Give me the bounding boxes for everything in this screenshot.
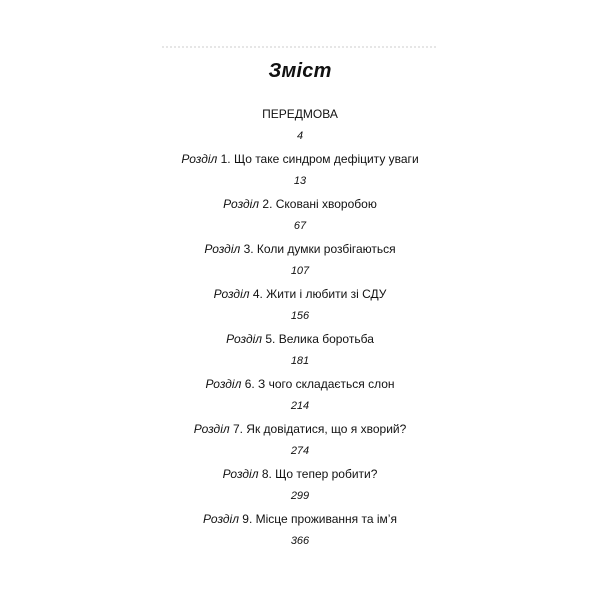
toc-entry-page-number: 181 xyxy=(290,355,310,367)
toc-entry-chapter-9 xyxy=(0,510,600,555)
entry-title: 2. Сковані хворобою xyxy=(259,197,377,211)
toc-entry-page-number: 274 xyxy=(290,445,310,457)
entry-title: 7. Як довідатися, що я хворий? xyxy=(229,422,407,436)
entry-title: ПЕРЕДМОВА xyxy=(262,107,338,121)
entry-title: 1. Що таке синдром дефіциту уваги xyxy=(217,152,419,166)
toc-entry-page-number: 299 xyxy=(290,490,310,502)
toc-entry-page-number: 4 xyxy=(296,130,304,142)
entry-title: 6. З чого складається слон xyxy=(241,377,395,391)
toc-entry-page-number: 366 xyxy=(290,535,310,547)
toc-entry-heading xyxy=(0,105,600,123)
toc-entry-preface xyxy=(0,105,600,150)
toc-title: Зміст xyxy=(268,60,332,82)
chapter-word: Розділ xyxy=(181,152,218,166)
toc-entry-heading xyxy=(0,330,600,348)
toc-entry-chapter-1 xyxy=(0,150,600,195)
toc-entry-chapter-2 xyxy=(0,195,600,240)
chapter-word: Розділ xyxy=(203,512,239,526)
toc-entry-heading xyxy=(0,240,600,258)
toc-entry-chapter-5 xyxy=(0,330,600,375)
toc-entry-page-number: 156 xyxy=(290,310,310,322)
entry-title: 9. Місце проживання та ім’я xyxy=(238,512,397,526)
entry-title: 5. Велика боротьба xyxy=(262,332,374,346)
chapter-word: Розділ xyxy=(226,332,263,346)
toc-entry-heading xyxy=(0,420,600,438)
toc-entry-page-number: 67 xyxy=(293,220,307,232)
toc-entries xyxy=(0,105,600,555)
entry-title: 8. Що тепер робити? xyxy=(258,467,378,481)
toc-entry-chapter-6 xyxy=(0,375,600,420)
chapter-word: Розділ xyxy=(204,242,241,256)
entry-title: 4. Жити і любити зі СДУ xyxy=(249,287,387,301)
chapter-word: Розділ xyxy=(213,287,250,301)
toc-entry-chapter-8 xyxy=(0,465,600,510)
toc-entry-heading xyxy=(0,285,600,303)
toc-entry-heading xyxy=(0,465,600,483)
entry-title: 3. Коли думки розбігаються xyxy=(240,242,396,256)
toc-entry-heading xyxy=(0,510,600,528)
toc-entry-heading xyxy=(0,195,600,213)
toc-entry-chapter-7 xyxy=(0,420,600,465)
toc-entry-heading xyxy=(0,150,600,168)
toc-entry-heading xyxy=(0,375,600,393)
toc-entry-page-number: 107 xyxy=(290,265,310,277)
toc-entry-chapter-3 xyxy=(0,240,600,285)
top-dotted-rule xyxy=(162,46,438,48)
chapter-word: Розділ xyxy=(222,467,259,481)
chapter-word: Розділ xyxy=(223,197,260,211)
chapter-word: Розділ xyxy=(205,377,242,391)
toc-entry-page-number: 214 xyxy=(290,400,310,412)
chapter-word: Розділ xyxy=(193,422,230,436)
toc-entry-chapter-4 xyxy=(0,285,600,330)
toc-entry-page-number: 13 xyxy=(293,175,307,187)
